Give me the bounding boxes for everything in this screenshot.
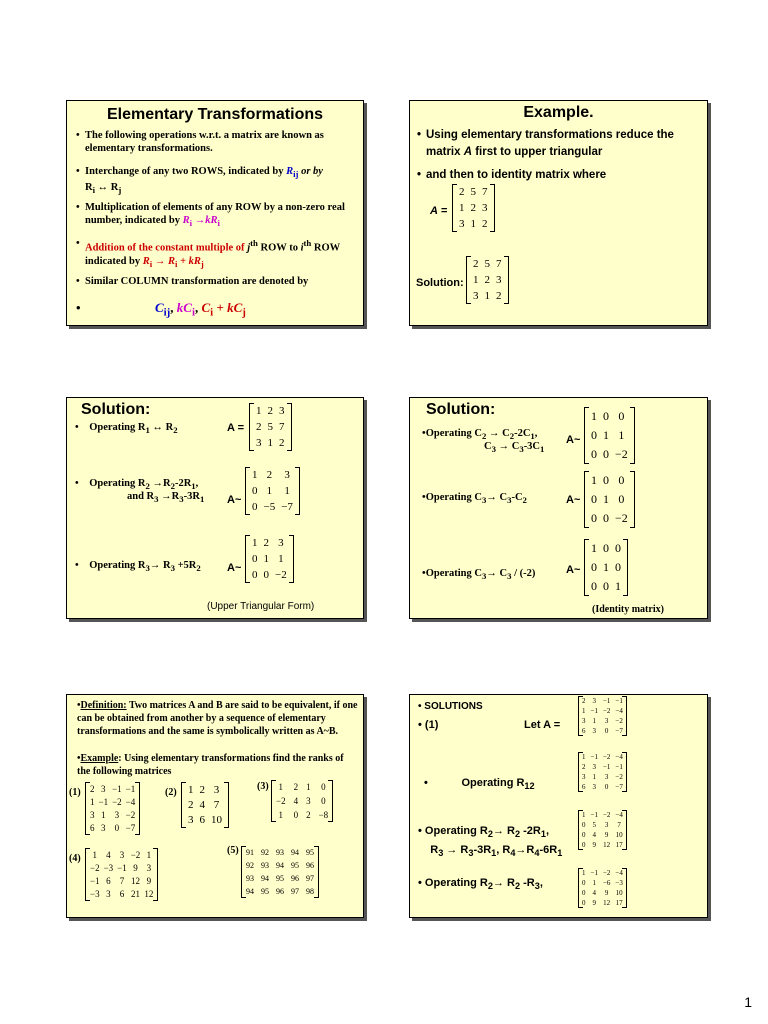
matrix-step-3	[578, 869, 627, 907]
matrix-entry: 0	[603, 579, 609, 593]
matrix-label: A =	[227, 422, 245, 434]
matrix-entry: 3	[279, 405, 285, 417]
matrix-entry: 0	[615, 541, 621, 555]
matrix-entry: −1	[98, 797, 109, 807]
matrix-entry: 2	[293, 782, 299, 792]
matrix-entry: 3	[582, 773, 586, 781]
matrix-entry: 1	[267, 437, 273, 449]
matrix-entry: 3	[90, 810, 95, 820]
matrix-entry: 10	[615, 889, 623, 897]
matrix-entry: 94	[291, 848, 299, 857]
matrix-entry: −7	[125, 823, 136, 833]
bullet-task: • Using elementary transformations reduce the matrix A first to upper triangular	[417, 129, 674, 158]
matrix-entry: 0	[582, 841, 586, 849]
matrix-entry: −2	[125, 810, 136, 820]
matrix-entry: 6	[582, 783, 586, 791]
matrix-entry: 2	[263, 537, 269, 549]
matrix-entry: −2	[130, 850, 141, 860]
matrix-entry: 9	[604, 831, 609, 839]
matrix-entry: 1	[278, 553, 284, 565]
matrix-entry: 5	[592, 821, 596, 829]
matrix-entry: 12	[144, 889, 154, 899]
matrix-entry: 2	[266, 469, 273, 481]
matrix-entry: 9	[592, 899, 596, 907]
matrix-entry: 2	[582, 763, 586, 771]
matrix-entry: 2	[482, 218, 488, 230]
matrix-step-1	[584, 408, 635, 463]
matrix-step-2	[578, 811, 627, 849]
matrix-entry: 1	[603, 560, 609, 574]
matrix-entry: −3	[90, 889, 100, 899]
matrix-entry: 3	[101, 784, 106, 794]
matrix-entry: 0	[321, 796, 326, 806]
solution-label: Solution:	[416, 277, 464, 289]
matrix-entry: 92	[246, 861, 254, 870]
matrix-entry: −2	[602, 753, 611, 761]
matrix-entry: 6	[119, 889, 125, 899]
matrix-number-3: (3)	[257, 781, 269, 792]
matrix-step-3	[245, 536, 294, 582]
matrix-entry: −7	[281, 501, 293, 513]
matrix-entry: 98	[306, 887, 314, 896]
matrix-entry: 1	[90, 797, 95, 807]
matrix-step-1	[249, 404, 292, 450]
matrix-entry: −6	[602, 879, 611, 887]
matrix-entry: 9	[146, 876, 152, 886]
slide-example	[409, 100, 708, 326]
matrix-entry: −1	[125, 784, 136, 794]
matrix-entry: −2	[615, 773, 623, 781]
matrix-entry: 1	[592, 879, 596, 887]
matrix-entry: −2	[276, 796, 286, 806]
matrix-entry: −2	[602, 811, 611, 819]
matrix-entry: 93	[261, 861, 269, 870]
bullet-definition: • The following operations w.r.t. a matrix are known as elementary transformations.	[76, 130, 324, 154]
matrix-entry: 9	[133, 863, 138, 873]
matrix-5	[241, 847, 319, 897]
matrix-entry: 17	[615, 841, 623, 849]
matrix-entry: −2	[90, 863, 100, 873]
matrix-step-1	[578, 753, 627, 791]
matrix-entry: 0	[114, 823, 120, 833]
matrix-entry: 3	[278, 537, 284, 549]
matrix-entry: 3	[306, 796, 311, 806]
matrix-entry: 3	[482, 202, 488, 214]
matrix-entry: 1	[615, 579, 621, 593]
slide-title: Solution:	[81, 401, 151, 418]
matrix-entry: 3	[604, 821, 609, 829]
definition-text: •Definition: Two matrices A and B are said to be equivalent, if one can be obtained from another by a sequence of elementary transformations and the same is symbolically written as A~B.	[77, 700, 358, 737]
matrix-entry: 1	[582, 707, 586, 715]
matrix-entry: −2	[615, 447, 628, 461]
matrix-entry: −2	[275, 569, 287, 581]
bullet-interchange: • Interchange of any two ROWS, indicated by $R_{ij}$ or by $R_i$ ↔ $R_j$	[76, 166, 323, 196]
matrix-entry: 0	[582, 879, 586, 887]
matrix-entry: 9	[604, 889, 609, 897]
matrix-entry: 0	[604, 727, 609, 735]
matrix-entry: 96	[306, 861, 314, 870]
matrix-entry: 1	[266, 485, 273, 497]
matrix-entry: 0	[603, 473, 609, 487]
matrix-entry: 5	[267, 421, 273, 433]
matrix-entry: 21	[131, 889, 141, 899]
matrix-entry: 12	[131, 876, 141, 886]
matrix-entry: 94	[276, 861, 284, 870]
bullet-multiplication: • Multiplication of elements of any ROW by a non-zero real number, indicated by $R_i \to kR_i$	[76, 202, 345, 229]
matrix-entry: 97	[291, 887, 299, 896]
matrix-entry: 94	[246, 887, 254, 896]
matrix-number-1: (1)	[69, 787, 81, 798]
slide-equivalent-matrices	[66, 694, 364, 918]
bullet-solutions: • SOLUTIONS	[418, 701, 483, 712]
matrix-entry: 3	[213, 784, 220, 796]
matrix-entry: 0	[263, 569, 269, 581]
matrix-entry: 0	[618, 473, 625, 487]
matrix-entry: 2	[473, 258, 479, 270]
matrix-entry: 1	[473, 274, 479, 286]
matrix-entry: 1	[591, 541, 597, 555]
equivalent-label: A~	[227, 494, 242, 506]
matrix-entry: −7	[615, 727, 623, 735]
matrix-entry: −1	[615, 763, 623, 771]
matrix-entry: 5	[470, 186, 476, 198]
bullet-column: • Similar COLUMN transformation are denoted by	[76, 276, 309, 287]
matrix-entry: 0	[582, 831, 586, 839]
matrix-entry: −2	[602, 869, 611, 877]
matrix-entry: 97	[306, 874, 314, 883]
matrix-entry: 2	[459, 186, 465, 198]
matrix-entry: 2	[496, 290, 502, 302]
matrix-entry: −1	[90, 876, 100, 886]
matrix-number-2: (2)	[165, 787, 177, 798]
matrix-entry: 7	[119, 876, 125, 886]
matrix-entry: 0	[252, 485, 258, 497]
matrix-entry: 0	[582, 899, 586, 907]
bullet-addition: • Addition of the constant multiple of $j^{th}$ ROW to $i^{th}$ ROW indicated by $R_i \to R_i + kR_j$	[76, 238, 340, 269]
equivalent-label: A~	[227, 562, 242, 574]
matrix-entry: 1	[582, 811, 586, 819]
matrix-number-4: (4)	[69, 853, 81, 864]
matrix-entry: −4	[615, 811, 623, 819]
equivalent-label: A~	[566, 564, 581, 576]
matrix-entry: 0	[603, 409, 609, 423]
matrix-entry: 1	[92, 850, 98, 860]
matrix-entry: −8	[318, 810, 329, 820]
matrix-initial	[578, 697, 627, 735]
matrix-entry: 4	[592, 889, 596, 897]
matrix-entry: 1	[459, 202, 465, 214]
matrix-entry: 4	[592, 831, 596, 839]
matrix-entry: 12	[603, 841, 611, 849]
matrix-entry: 94	[261, 874, 269, 883]
bullet-1: • (1)	[418, 719, 439, 731]
matrix-entry: 7	[496, 258, 502, 270]
matrix-3	[271, 781, 333, 821]
matrix-entry: −5	[263, 501, 276, 513]
matrix-entry: 4	[293, 796, 299, 806]
matrix-entry: 3	[101, 823, 106, 833]
matrix-entry: 0	[591, 492, 597, 506]
operation-r12: • Operating $R_{12}$	[424, 777, 535, 792]
caption-identity: (Identity matrix)	[592, 604, 664, 615]
matrix-entry: 0	[591, 579, 597, 593]
matrix-entry: 10	[615, 831, 623, 839]
matrix-entry: 0	[582, 821, 586, 829]
operation-1: •Operating $C_2 \to C_2-2C_1$, $C_3 \to C_3-3C_1$	[422, 428, 545, 455]
matrix-entry: 0	[591, 428, 597, 442]
equivalent-label: A~	[566, 434, 581, 446]
matrix-entry: 1	[101, 810, 106, 820]
matrix-entry: −3	[615, 879, 623, 887]
matrix-entry: 1	[592, 773, 596, 781]
matrix-entry: 93	[246, 874, 254, 883]
slide-solution-columns	[409, 397, 708, 619]
matrix-entry: 1	[592, 717, 596, 725]
matrix-entry: 3	[496, 274, 502, 286]
matrix-entry: 7	[617, 821, 621, 829]
matrix-entry: −4	[615, 707, 623, 715]
matrix-entry: 96	[291, 874, 299, 883]
matrix-step-3	[584, 540, 628, 595]
matrix-entry: 1	[278, 782, 284, 792]
matrix-entry: −2	[615, 717, 623, 725]
matrix-entry: 7	[213, 799, 220, 811]
matrix-entry: 1	[188, 784, 194, 796]
matrix-entry: −1	[590, 707, 598, 715]
matrix-entry: 7	[482, 186, 488, 198]
matrix-entry: 2	[267, 405, 273, 417]
matrix-entry: 4	[199, 799, 205, 811]
matrix-entry: 95	[276, 874, 284, 883]
matrix-a	[452, 185, 495, 231]
matrix-entry: −4	[615, 869, 623, 877]
slide-solution-rows	[66, 397, 364, 619]
matrix-entry: 3	[459, 218, 465, 230]
operation-1: • Operating $R_1$ ↔ $R_2$	[75, 422, 178, 436]
page-number: 1	[744, 994, 752, 1010]
matrix-entry: −3	[103, 863, 114, 873]
matrix-entry: 1	[582, 753, 586, 761]
slide-elementary-transformations	[66, 100, 364, 326]
matrix-entry: 95	[261, 887, 269, 896]
example-text: •Example: Using elementary transformations find the ranks of the following matrices	[77, 753, 344, 777]
matrix-entry: 2	[582, 697, 586, 705]
matrix-entry: 6	[582, 727, 586, 735]
matrix-entry: 2	[484, 274, 490, 286]
matrix-entry: 1	[256, 405, 262, 417]
matrix-entry: 0	[618, 492, 625, 506]
matrix-entry: 3	[592, 763, 596, 771]
matrix-step-2	[584, 472, 635, 527]
matrix-1	[85, 783, 140, 834]
matrix-entry: 0	[252, 569, 258, 581]
matrix-step-2	[245, 468, 300, 514]
matrix-entry: 3	[114, 810, 120, 820]
operation-2: •Operating $C_3\to C_3-C_2$	[422, 492, 527, 506]
matrix-entry: 1	[263, 553, 269, 565]
matrix-entry: −1	[602, 763, 611, 771]
matrix-entry: 0	[615, 560, 621, 574]
matrix-entry: 91	[246, 848, 254, 857]
equivalent-label: A~	[566, 494, 581, 506]
matrix-entry: 7	[279, 421, 285, 433]
matrix-entry: 3	[256, 437, 262, 449]
matrix-entry: 10	[211, 814, 222, 826]
operation-2: • Operating $R_2\to R_2$ $-2R_1$, $R_3 \to R_3-3R_1$, $R_4\to R_4-6R_1$	[418, 825, 563, 859]
matrix-entry: 0	[604, 783, 609, 791]
matrix-entry: −4	[615, 753, 623, 761]
bullet-identity: • and then to identity matrix where	[417, 169, 607, 181]
matrix-entry: 1	[603, 428, 609, 442]
matrix-entry: 0	[603, 447, 609, 461]
matrix-entry: 0	[591, 511, 597, 525]
matrix-entry: 1	[591, 473, 597, 487]
matrix-entry: 1	[146, 850, 152, 860]
matrix-entry: 1	[284, 485, 290, 497]
operation-3: •Operating $C_3\to C_3 / (-2)$	[422, 568, 536, 582]
matrix-entry: 1	[252, 537, 258, 549]
matrix-entry: 0	[591, 447, 597, 461]
matrix-entry: −2	[602, 707, 611, 715]
matrix-entry: 1	[582, 869, 586, 877]
matrix-entry: 4	[106, 850, 111, 860]
operation-2: • Operating $R_2 \to R_2-2R_1$, and $R_3 \to R_3-3R_1$	[75, 478, 205, 505]
slide-title: Solution:	[426, 401, 496, 418]
matrix-entry: 3	[592, 697, 596, 705]
matrix-entry: 1	[470, 218, 476, 230]
matrix-entry: 0	[293, 810, 299, 820]
matrix-entry: −7	[615, 783, 623, 791]
matrix-entry: 3	[284, 469, 290, 481]
matrix-entry: −1	[590, 869, 598, 877]
matrix-entry: 5	[484, 258, 490, 270]
matrix-entry: 3	[604, 717, 609, 725]
matrix-entry: 2	[90, 784, 95, 794]
matrix-entry: 1	[591, 409, 597, 423]
slide-title: Example.	[523, 104, 594, 121]
matrix-entry: 2	[470, 202, 476, 214]
matrix-entry: 95	[306, 848, 314, 857]
matrix-entry: 3	[106, 889, 111, 899]
matrix-entry: 92	[261, 848, 269, 857]
operation-3: • Operating $R_3\to R_3 +5R_2$	[75, 560, 201, 574]
matrix-entry: 1	[484, 290, 490, 302]
matrix-entry: 1	[278, 810, 284, 820]
matrix-entry: 93	[276, 848, 284, 857]
matrix-entry: 12	[603, 899, 611, 907]
operation-3: • Operating $R_2\to R_2$ $-R_3$,	[418, 877, 543, 892]
matrix-entry: 6	[199, 814, 205, 826]
matrix-entry: 9	[592, 841, 596, 849]
matrix-entry: 2	[279, 437, 285, 449]
bullet-column-notation: • $C_{ij}$, $kC_i$, $C_i + kC_j$	[76, 300, 246, 319]
matrix-entry: 3	[188, 814, 194, 826]
matrix-entry: −1	[602, 697, 611, 705]
matrix-number-5: (5)	[227, 845, 239, 856]
matrix-entry: 6	[90, 823, 95, 833]
matrix-entry: −2	[615, 511, 628, 525]
matrix-entry: 1	[618, 428, 625, 442]
let-a-label: Let A =	[524, 719, 561, 731]
matrix-entry: 3	[592, 783, 596, 791]
matrix-entry: 0	[591, 560, 597, 574]
caption-upper-triangular: (Upper Triangular Form)	[207, 601, 315, 612]
matrix-entry: 95	[291, 861, 299, 870]
matrix-entry: 0	[618, 409, 625, 423]
matrix-4	[85, 849, 158, 900]
matrix-entry: −4	[125, 797, 136, 807]
matrix-entry: −1	[117, 863, 127, 873]
matrix-entry: 1	[252, 469, 258, 481]
matrix-solution	[466, 257, 509, 303]
matrix-a-label: A =	[430, 205, 448, 217]
matrix-entry: −1	[615, 697, 623, 705]
matrix-entry: 3	[604, 773, 609, 781]
matrix-entry: 2	[256, 421, 262, 433]
matrix-entry: 1	[603, 492, 609, 506]
matrix-entry: 0	[252, 501, 258, 513]
matrix-entry: 1	[306, 782, 311, 792]
matrix-entry: 3	[582, 717, 586, 725]
matrix-entry: −1	[590, 753, 598, 761]
matrix-entry: 3	[592, 727, 596, 735]
slide-title: Elementary Transformations	[106, 106, 324, 123]
slide-solutions	[409, 694, 708, 918]
matrix-entry: −1	[112, 784, 122, 794]
matrix-entry: 3	[146, 863, 152, 873]
matrix-entry: 3	[119, 850, 125, 860]
matrix-entry: 0	[321, 782, 326, 792]
matrix-entry: −1	[590, 811, 598, 819]
matrix-entry: 0	[252, 553, 258, 565]
matrix-entry: −2	[112, 797, 122, 807]
matrix-entry: 0	[603, 541, 609, 555]
matrix-entry: 2	[188, 799, 194, 811]
matrix-2	[181, 783, 229, 827]
matrix-entry: 2	[306, 810, 311, 820]
matrix-entry: 17	[615, 899, 623, 907]
matrix-entry: 96	[276, 887, 284, 896]
matrix-entry: 0	[603, 511, 609, 525]
matrix-entry: 2	[199, 784, 205, 796]
matrix-entry: 6	[106, 876, 111, 886]
matrix-entry: 3	[473, 290, 479, 302]
matrix-entry: 0	[582, 889, 586, 897]
